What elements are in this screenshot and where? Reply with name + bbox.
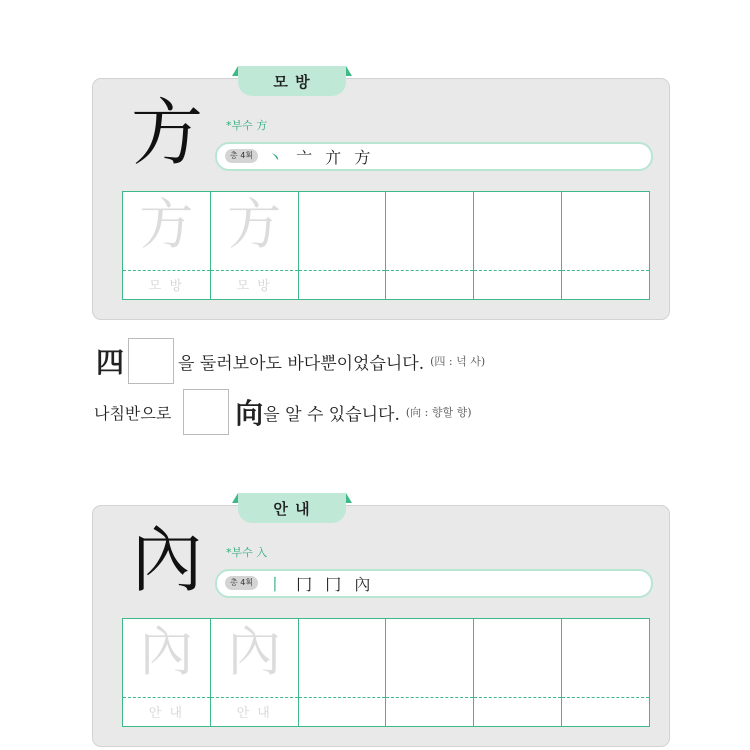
exercise-hanja: 向 bbox=[235, 397, 264, 430]
radical-label: *부수 入 bbox=[226, 546, 268, 559]
exercise-text: 을 둘러보아도 바다뿐이었습니다. bbox=[178, 353, 425, 374]
stroke-steps bbox=[267, 572, 378, 595]
radical-label: *부수 方 bbox=[226, 119, 268, 132]
stroke-step: 內 bbox=[354, 575, 371, 594]
divider bbox=[123, 697, 210, 698]
stroke-step: 亠 bbox=[296, 148, 313, 167]
divider bbox=[211, 697, 298, 698]
stroke-step: 方 bbox=[354, 148, 371, 167]
practice-cell[interactable] bbox=[210, 192, 298, 299]
answer-box[interactable] bbox=[128, 338, 174, 384]
practice-cell[interactable] bbox=[123, 619, 210, 726]
divider bbox=[386, 270, 473, 271]
exercise-sentence-2 bbox=[94, 389, 472, 435]
divider bbox=[562, 697, 649, 698]
practice-grid bbox=[122, 191, 650, 300]
card-title: 모 방 bbox=[273, 72, 311, 91]
practice-cell[interactable] bbox=[298, 192, 386, 299]
exercise-hanja: 四 bbox=[96, 346, 125, 379]
trace-character: 內 bbox=[139, 620, 194, 683]
divider bbox=[474, 270, 561, 271]
stroke-order-bar bbox=[215, 142, 653, 171]
stroke-order-bar bbox=[215, 569, 653, 598]
practice-cell[interactable] bbox=[210, 619, 298, 726]
character-card-1 bbox=[92, 72, 670, 320]
card-title: 안 내 bbox=[273, 499, 311, 518]
practice-cell[interactable] bbox=[385, 192, 473, 299]
stroke-count-badge: 총 4획 bbox=[225, 576, 258, 590]
trace-reading: 안 내 bbox=[236, 706, 272, 721]
practice-cell[interactable] bbox=[123, 192, 210, 299]
stroke-step: 丨 bbox=[267, 575, 284, 594]
divider bbox=[299, 697, 386, 698]
divider bbox=[299, 270, 386, 271]
exercise-note: (四 : 넉 사) bbox=[430, 355, 486, 368]
practice-cell[interactable] bbox=[473, 619, 561, 726]
trace-character: 內 bbox=[227, 620, 282, 683]
stroke-step: 亣 bbox=[325, 148, 342, 167]
exercise-text: 을 알 수 있습니다. bbox=[263, 404, 400, 425]
divider bbox=[562, 270, 649, 271]
divider bbox=[386, 697, 473, 698]
practice-cell[interactable] bbox=[473, 192, 561, 299]
answer-box[interactable] bbox=[183, 389, 229, 435]
trace-reading: 안 내 bbox=[148, 706, 185, 721]
main-character: 方 bbox=[131, 91, 204, 175]
practice-cell[interactable] bbox=[385, 619, 473, 726]
stroke-step: 冂 bbox=[325, 575, 342, 594]
divider bbox=[474, 697, 561, 698]
trace-reading: 모 방 bbox=[236, 279, 272, 294]
card-title-tab bbox=[238, 66, 346, 96]
exercise-sentence-1 bbox=[96, 338, 485, 384]
practice-cell[interactable] bbox=[561, 619, 649, 726]
trace-character: 方 bbox=[139, 193, 194, 256]
exercise-note: (向 : 향할 향) bbox=[405, 406, 472, 419]
trace-reading: 모 방 bbox=[148, 279, 185, 294]
stroke-step: 丶 bbox=[267, 148, 284, 167]
main-character: 內 bbox=[131, 518, 204, 602]
practice-cell[interactable] bbox=[561, 192, 649, 299]
divider bbox=[123, 270, 210, 271]
practice-grid bbox=[122, 618, 650, 727]
exercise-text: 나침반으로 bbox=[94, 403, 172, 423]
practice-cell[interactable] bbox=[298, 619, 386, 726]
character-card-2 bbox=[92, 499, 670, 747]
stroke-step: 冂 bbox=[296, 575, 313, 594]
card-title-tab bbox=[238, 493, 346, 523]
stroke-count-badge: 총 4획 bbox=[225, 149, 258, 163]
trace-character: 方 bbox=[227, 193, 282, 256]
stroke-steps bbox=[267, 145, 378, 168]
divider bbox=[211, 270, 298, 271]
